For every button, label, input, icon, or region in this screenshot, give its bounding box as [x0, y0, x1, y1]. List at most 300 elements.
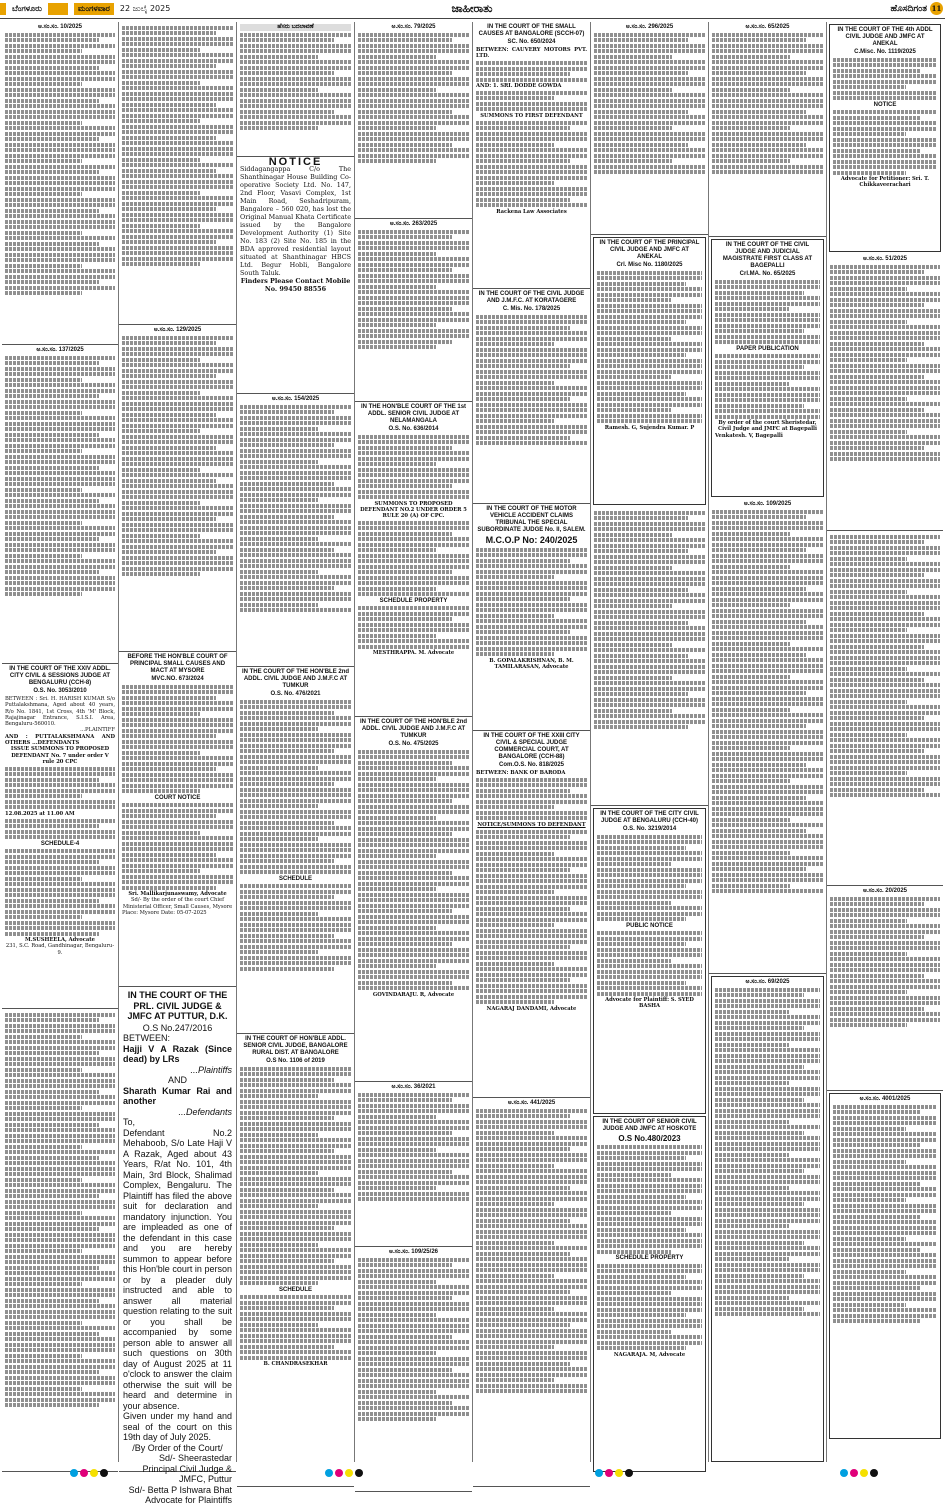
text-line	[833, 1209, 937, 1213]
text-line	[597, 1308, 702, 1312]
court-notice	[355, 717, 472, 1082]
text-line	[240, 581, 351, 585]
text-line	[476, 342, 554, 346]
text-line	[715, 360, 820, 364]
text-line	[712, 664, 823, 668]
text-line	[358, 920, 469, 924]
text-line	[358, 1274, 469, 1278]
text-line	[358, 290, 469, 294]
text-line	[830, 755, 940, 759]
classified-notice	[2, 22, 118, 345]
text-line	[5, 198, 115, 202]
text-line	[830, 386, 940, 390]
text-line	[122, 385, 233, 389]
text-line	[240, 1339, 351, 1343]
court-notice	[473, 504, 590, 731]
summons-heading: NOTICE/SUMMONS TO DEFENDANT	[477, 821, 586, 828]
text-line	[712, 115, 823, 119]
text-line	[715, 340, 820, 344]
text-line	[240, 1122, 351, 1126]
text-line	[594, 148, 705, 152]
text-line	[476, 586, 587, 590]
text-line	[240, 33, 351, 37]
text-line	[240, 1160, 351, 1164]
registration-dots	[840, 1469, 878, 1477]
notice-case-number: C. Mis. No. 178/2025	[502, 306, 561, 312]
text-line	[122, 114, 233, 118]
print-registration-footer	[0, 1466, 945, 1481]
text-line	[5, 115, 115, 119]
text-line	[715, 1153, 789, 1157]
text-line	[122, 97, 233, 101]
text-line	[240, 564, 351, 568]
text-line	[5, 477, 115, 481]
notice-case-number: O.S No.247/2016	[142, 1022, 213, 1033]
text-line	[830, 689, 940, 693]
cyan-dot	[840, 1469, 848, 1477]
text-line	[240, 793, 351, 797]
classified-notice	[355, 219, 472, 402]
text-line	[358, 1104, 469, 1108]
text-line	[122, 831, 200, 835]
text-line	[358, 285, 436, 289]
text-line	[5, 55, 115, 59]
text-line	[476, 430, 587, 434]
text-line	[476, 1153, 587, 1157]
text-line	[476, 1329, 587, 1333]
text-line	[240, 1177, 351, 1181]
text-line	[240, 421, 351, 425]
text-line	[240, 570, 318, 574]
text-line	[240, 1199, 351, 1203]
text-line	[715, 1059, 820, 1063]
text-line	[712, 691, 806, 695]
text-line	[5, 1249, 82, 1253]
text-line	[476, 364, 570, 368]
text-line	[594, 170, 705, 174]
text-line	[5, 1040, 115, 1044]
text-line	[358, 810, 469, 814]
text-line	[830, 281, 940, 285]
text-line	[715, 999, 820, 1003]
text-line	[597, 1151, 702, 1155]
text-line	[833, 160, 937, 164]
text-line	[122, 550, 216, 554]
text-line	[594, 555, 705, 559]
text-line	[240, 1301, 351, 1305]
text-line	[833, 1132, 937, 1136]
text-line	[358, 612, 469, 616]
text-line	[597, 931, 702, 935]
text-line	[597, 370, 702, 374]
text-line	[594, 522, 705, 526]
text-line	[715, 1026, 804, 1030]
text-line	[5, 1145, 82, 1149]
text-line	[122, 836, 233, 840]
notice-court-title: IN THE COURT OF THE PRL. CIVIL JUDGE & JMFC AT PUTTUR, D.K.	[127, 990, 228, 1021]
text-line	[476, 1230, 587, 1234]
text-line	[358, 312, 469, 316]
text-line	[358, 559, 469, 563]
text-line	[715, 354, 820, 358]
text-line	[830, 1023, 907, 1027]
text-line	[476, 874, 587, 878]
text-line	[358, 1164, 469, 1168]
yellow-dot	[345, 1469, 353, 1477]
text-line	[715, 1246, 820, 1250]
yellow-dot	[860, 1469, 868, 1477]
text-line	[712, 757, 823, 761]
text-line	[597, 271, 702, 275]
newspaper-name: ಹೊಸದಿಗಂತ	[890, 4, 927, 14]
notice-case-number: ಅ.ಸಂ.ಸಂ. 4001/2025	[859, 1096, 911, 1102]
text-line	[240, 410, 334, 414]
text-line	[594, 654, 688, 658]
text-line	[358, 964, 436, 968]
text-line	[358, 334, 469, 338]
text-line	[122, 789, 200, 793]
text-line	[240, 1328, 351, 1332]
notice-between: BETWEEN:	[123, 1033, 171, 1043]
text-line	[476, 1164, 554, 1168]
text-line	[476, 436, 570, 440]
text-line	[830, 902, 924, 906]
yellow-dot	[615, 1469, 623, 1477]
text-line	[5, 1084, 115, 1088]
text-line	[597, 1156, 686, 1160]
text-line	[476, 1109, 587, 1113]
notice-case-number: C.Misc. No. 1119/2025	[854, 49, 916, 55]
text-line	[5, 203, 115, 207]
text-line	[122, 484, 233, 488]
text-line	[240, 487, 351, 491]
text-line	[594, 77, 705, 81]
text-line	[240, 66, 351, 70]
notice-court-title: IN THE COURT OF THE CITY CIVIL JUDGE AT BENGALURU (CCH-40)	[600, 811, 699, 824]
text-line	[594, 154, 705, 158]
text-line	[476, 91, 587, 95]
text-line	[5, 1117, 115, 1121]
text-line	[240, 749, 334, 753]
text-line	[715, 1208, 820, 1212]
text-line	[240, 493, 351, 497]
text-line	[5, 99, 99, 103]
text-line	[358, 323, 436, 327]
text-line	[122, 418, 233, 422]
text-line	[476, 896, 587, 900]
text-line	[5, 269, 115, 273]
text-line	[476, 1125, 587, 1129]
text-line	[712, 763, 806, 767]
text-line	[5, 1024, 115, 1028]
text-line	[122, 440, 233, 444]
text-line	[476, 805, 554, 809]
text-line	[358, 1406, 469, 1410]
text-line	[358, 970, 469, 974]
text-line	[122, 528, 233, 532]
text-line	[358, 1192, 469, 1196]
text-line	[476, 67, 587, 71]
text-line	[715, 1081, 789, 1085]
text-line	[594, 533, 672, 537]
text-line	[597, 353, 686, 357]
text-line	[5, 225, 115, 229]
text-line	[358, 1291, 469, 1295]
magenta-dot	[605, 1469, 613, 1477]
text-line	[597, 942, 686, 946]
text-line	[358, 1417, 436, 1421]
text-line	[712, 521, 823, 525]
text-line	[5, 77, 115, 81]
text-line	[476, 181, 554, 185]
day-label: ಮಂಗಳವಾರ	[74, 3, 114, 15]
text-line	[5, 493, 115, 497]
text-line	[712, 154, 823, 158]
section-name: ಬೆಂಗಳೂರು	[12, 4, 42, 13]
advocate-name: B. GOPALAKRISHNAN, B. M. TAMILARASAN, Advocate	[489, 657, 574, 670]
text-line	[833, 1270, 906, 1274]
text-line	[358, 849, 469, 853]
cyan-dot	[595, 1469, 603, 1477]
text-line	[712, 680, 823, 684]
text-line	[712, 724, 806, 728]
text-line	[240, 88, 318, 92]
text-line	[830, 897, 940, 901]
text-line	[712, 801, 823, 805]
text-line	[122, 446, 216, 450]
text-line	[476, 912, 587, 916]
text-line	[240, 1248, 351, 1252]
notice-case-number: ಅ.ಸಂ.ಸಂ. 137/2025	[36, 347, 84, 353]
text-line	[358, 33, 469, 37]
text-line	[5, 855, 115, 859]
text-line	[597, 873, 702, 877]
text-line	[240, 1116, 334, 1120]
text-line	[833, 1237, 906, 1241]
text-line	[830, 700, 907, 704]
text-line	[5, 882, 115, 886]
text-line	[594, 709, 672, 713]
text-line	[358, 55, 436, 59]
text-line	[715, 1307, 804, 1311]
text-line	[476, 564, 587, 568]
text-line	[122, 690, 233, 694]
text-line	[122, 169, 216, 173]
advocate-name: Rackena Law Associates	[496, 208, 567, 215]
text-line	[240, 917, 351, 921]
text-line	[476, 1384, 587, 1388]
text-line	[597, 964, 702, 968]
text-line	[358, 893, 469, 897]
text-line	[594, 720, 705, 724]
text-line	[358, 241, 469, 245]
text-line	[5, 187, 115, 191]
text-line	[5, 835, 115, 839]
text-line	[5, 1079, 115, 1083]
text-line	[5, 899, 99, 903]
text-line	[830, 446, 924, 450]
text-line	[5, 860, 99, 864]
text-line	[830, 601, 940, 605]
text-line	[5, 466, 99, 470]
text-line	[476, 414, 587, 418]
text-line	[594, 566, 672, 570]
text-line	[830, 788, 924, 792]
text-line	[5, 932, 99, 936]
text-line	[476, 1274, 554, 1278]
text-line	[240, 476, 351, 480]
text-line	[594, 44, 705, 48]
text-line	[712, 110, 806, 114]
text-line	[712, 752, 823, 756]
text-line	[830, 579, 940, 583]
text-line	[358, 126, 436, 130]
text-line	[833, 74, 937, 78]
text-line	[712, 625, 823, 629]
text-line	[358, 268, 452, 272]
text-line	[594, 626, 705, 630]
text-line	[5, 915, 82, 919]
text-line	[830, 562, 940, 566]
text-line	[712, 851, 790, 855]
text-line	[5, 1156, 99, 1160]
text-line	[833, 85, 906, 89]
text-line	[597, 890, 702, 894]
text-line	[597, 1217, 702, 1221]
text-line	[712, 823, 823, 827]
text-line	[594, 621, 688, 625]
text-line	[712, 697, 823, 701]
text-line	[122, 31, 216, 35]
hearing-date: 12.08.2025 at 11.00 AM	[5, 810, 75, 817]
court-notice	[593, 808, 706, 1114]
text-line	[476, 326, 570, 330]
text-line	[476, 102, 587, 106]
text-line	[830, 364, 940, 368]
text-line	[594, 82, 705, 86]
text-line	[240, 815, 351, 819]
notice-case-number: O.S No.480/2023	[618, 1134, 681, 1143]
notice-and: AND : PUTTALAKSHMANA AND OTHERS ...DEFENDANTS	[5, 733, 115, 747]
court-notice	[119, 652, 236, 987]
text-line	[240, 1276, 351, 1280]
text-line	[712, 543, 823, 547]
text-line	[5, 33, 115, 37]
text-line	[830, 397, 907, 401]
text-line	[597, 331, 702, 335]
text-line	[476, 1180, 587, 1184]
text-line	[5, 1068, 82, 1072]
text-line	[476, 192, 587, 196]
text-line	[833, 1319, 921, 1323]
text-line	[712, 735, 823, 739]
text-line	[476, 1378, 554, 1382]
notice-court-title: IN THE COURT OF THE HON'BLE 2nd ADDL. CIVIL JUDGE AND J.M.F.C AT TUMKUR	[359, 719, 468, 739]
text-line	[712, 631, 823, 635]
text-line	[476, 652, 554, 656]
text-line	[358, 104, 469, 108]
classified-notice	[355, 1247, 472, 1492]
text-line	[712, 620, 806, 624]
text-line	[358, 537, 469, 541]
text-line	[358, 1109, 469, 1113]
notice-case-number: ಅ.ಸಂ.ಸಂ. 296/2025	[625, 24, 674, 30]
text-line	[476, 1334, 587, 1338]
text-line	[5, 554, 82, 558]
text-line	[476, 159, 570, 163]
text-line	[240, 1111, 351, 1115]
text-line	[715, 371, 820, 375]
text-line	[597, 901, 671, 905]
text-line	[833, 171, 906, 175]
text-line	[240, 1105, 351, 1109]
text-line	[5, 1332, 99, 1336]
text-line	[358, 1170, 452, 1174]
text-line	[476, 348, 587, 352]
text-line	[597, 1346, 686, 1350]
text-line	[476, 381, 554, 385]
text-line	[594, 665, 705, 669]
text-line	[830, 771, 907, 775]
text-line	[122, 762, 233, 766]
text-line	[476, 1263, 587, 1267]
text-line	[830, 678, 924, 682]
text-line	[122, 92, 233, 96]
text-line	[830, 358, 907, 362]
text-line	[358, 772, 469, 776]
text-line	[358, 1313, 436, 1317]
text-line	[712, 38, 806, 42]
text-line	[476, 441, 587, 445]
text-line	[240, 826, 351, 830]
text-line	[476, 1235, 587, 1239]
text-line	[597, 276, 702, 280]
text-line	[5, 499, 99, 503]
classified-notice	[473, 1098, 590, 1487]
text-line	[594, 692, 688, 696]
text-line	[358, 457, 469, 461]
text-line	[830, 645, 924, 649]
text-line	[240, 1215, 351, 1219]
text-line	[358, 581, 469, 585]
text-line	[597, 975, 702, 979]
text-line	[5, 438, 115, 442]
text-line	[358, 1153, 469, 1157]
text-line	[830, 551, 940, 555]
text-line	[240, 575, 351, 579]
text-line	[594, 126, 672, 130]
text-line	[830, 744, 940, 748]
text-line	[5, 416, 115, 420]
text-line	[122, 814, 216, 818]
column-6	[591, 22, 709, 1462]
court-notice	[119, 987, 236, 1505]
text-line	[833, 1138, 937, 1142]
text-line	[5, 66, 99, 70]
text-line	[240, 810, 351, 814]
court-notice	[237, 1034, 354, 1487]
text-line	[476, 1208, 587, 1212]
notice-case-number: O.S. No. 3219/2014	[622, 826, 677, 832]
text-line	[358, 975, 469, 979]
text-line	[597, 862, 671, 866]
text-line	[122, 213, 233, 217]
text-line	[830, 331, 940, 335]
text-line	[712, 82, 823, 86]
text-line	[476, 425, 587, 429]
text-line	[358, 110, 452, 114]
text-line	[833, 69, 921, 73]
